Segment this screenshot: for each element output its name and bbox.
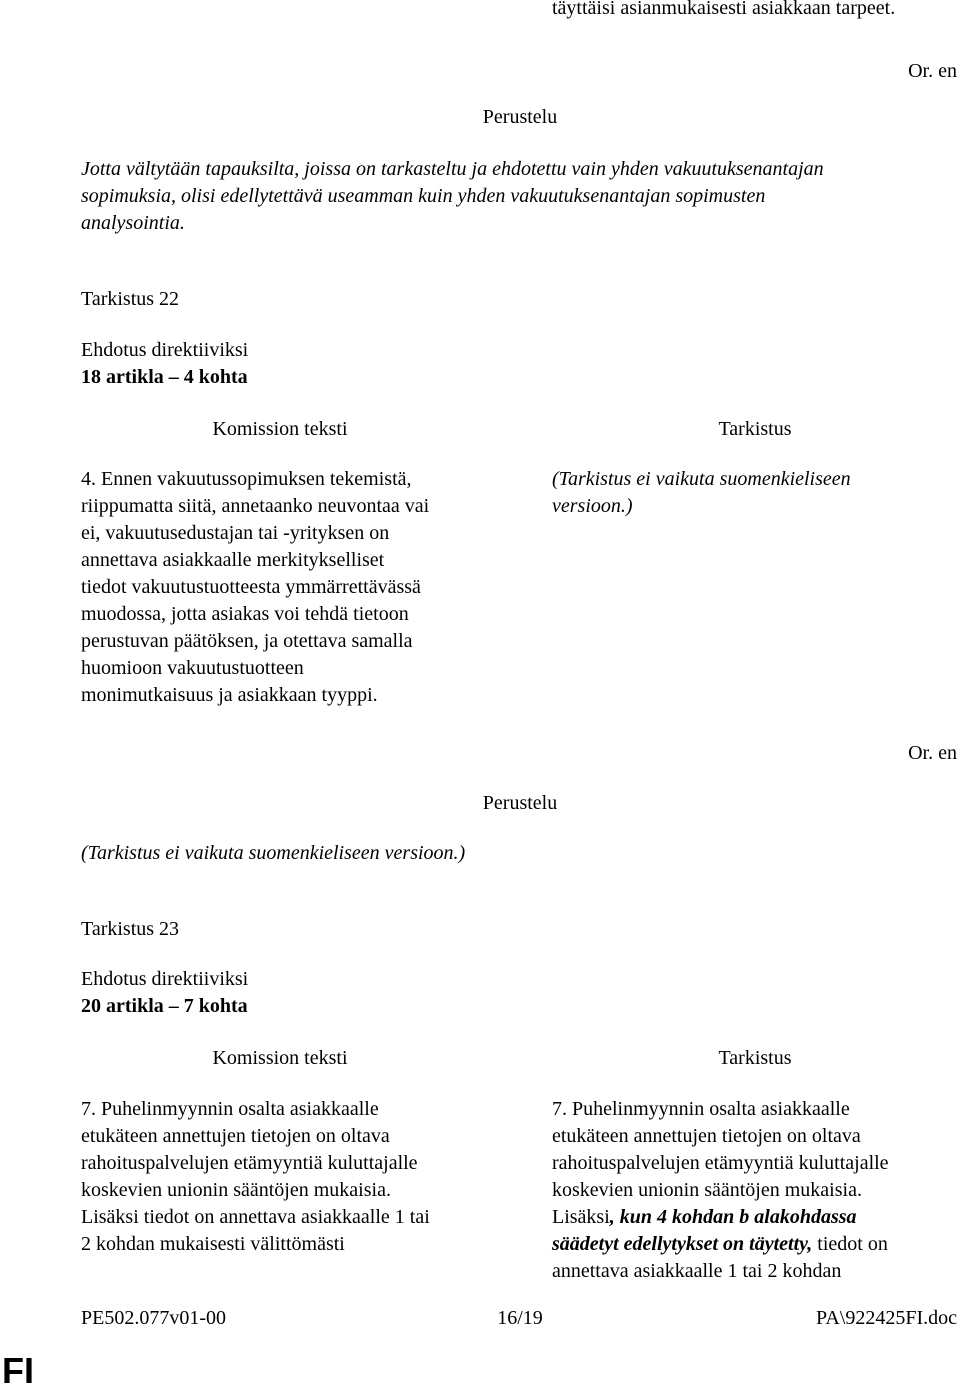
text-line: perustuvan päätöksen, ja otettava samalla <box>81 630 413 652</box>
text-line: versioon.) <box>552 495 633 517</box>
text-line: muodossa, jotta asiakas voi tehdä tietoon <box>81 603 409 625</box>
text-line: (Tarkistus ei vaikuta suomenkieliseen <box>552 468 851 490</box>
plain-fragment: tiedot on <box>812 1233 888 1255</box>
justification-line: analysointia. <box>81 212 185 234</box>
justification-heading: Perustelu <box>482 106 558 128</box>
proposal-label: Ehdotus direktiiviksi <box>81 339 249 361</box>
commission-text-header: Komission teksti <box>212 1047 348 1069</box>
text-line: 7. Puhelinmyynnin osalta asiakkaalle <box>81 1098 379 1120</box>
amendment-header: Tarkistus <box>718 1047 792 1069</box>
continuation-text: täyttäisi asianmukaisesti asiakkaan tarpeet. <box>552 0 896 19</box>
justification-paragraph <box>81 156 824 237</box>
text-line <box>552 1204 889 1231</box>
text-line: riippumatta siitä, annetaanko neuvontaa vai <box>81 495 430 517</box>
text-line: tiedot vakuutustuotteesta ymmärrettävässä <box>81 576 421 598</box>
text-line: etukäteen annettujen tietojen on oltava <box>552 1125 861 1147</box>
justification-line: sopimuksia, olisi edellytettävä useamman kuin yhden vakuutuksenantajan sopimusten <box>81 185 766 207</box>
text-line: ei, vakuutusedustajan tai -yrityksen on <box>81 522 390 544</box>
text-line: rahoituspalvelujen etämyyntiä kuluttajalle <box>81 1152 418 1174</box>
justification-line: Jotta vältytään tapauksilta, joissa on tarkasteltu ja ehdotettu vain yhden vakuutuksenantajan <box>81 158 824 180</box>
plain-fragment: Lisäksi <box>552 1206 610 1228</box>
footer-file-name: PA\922425FI.doc <box>816 1307 957 1329</box>
text-line <box>552 1231 889 1258</box>
amendment-title: Tarkistus 22 <box>81 288 180 310</box>
commission-text-header: Komission teksti <box>212 418 348 440</box>
commission-text <box>81 1096 430 1258</box>
amended-fragment: säädetyt edellytykset on täytetty, <box>552 1233 813 1255</box>
amended-fragment: , kun 4 kohdan b alakohdassa <box>609 1206 857 1228</box>
text-line: annettava asiakkaalle 1 tai 2 kohdan <box>552 1260 842 1282</box>
text-line: huomioon vakuutustuotteen <box>81 657 304 679</box>
text-line: rahoituspalvelujen etämyyntiä kuluttajalle <box>552 1152 889 1174</box>
text-line: koskevien unionin sääntöjen mukaisia. <box>81 1179 391 1201</box>
text-line: 4. Ennen vakuutussopimuksen tekemistä, <box>81 468 412 490</box>
text-line: Lisäksi tiedot on annettava asiakkaalle 1 tai <box>81 1206 430 1228</box>
amendment-header: Tarkistus <box>718 418 792 440</box>
language-code: FI <box>2 1350 34 1391</box>
text-line: koskevien unionin sääntöjen mukaisia. <box>552 1179 862 1201</box>
text-line: 7. Puhelinmyynnin osalta asiakkaalle <box>552 1098 850 1120</box>
article-reference: 20 artikla – 7 kohta <box>81 995 248 1017</box>
justification-paragraph: (Tarkistus ei vaikuta suomenkieliseen versioon.) <box>81 842 466 864</box>
text-line: 2 kohdan mukaisesti välittömästi <box>81 1233 345 1255</box>
amendment-text <box>552 1096 889 1285</box>
text-line: etukäteen annettujen tietojen on oltava <box>81 1125 390 1147</box>
article-reference: 18 artikla – 4 kohta <box>81 366 248 388</box>
original-language: Or. en <box>908 742 957 764</box>
footer-page-number: 16/19 <box>497 1307 543 1329</box>
original-language: Or. en <box>908 60 957 82</box>
justification-heading: Perustelu <box>482 792 558 814</box>
text-line: annettava asiakkaalle merkitykselliset <box>81 549 385 571</box>
commission-text <box>81 466 429 709</box>
amendment-title: Tarkistus 23 <box>81 918 180 940</box>
proposal-label: Ehdotus direktiiviksi <box>81 968 249 990</box>
footer-doc-ref: PE502.077v01-00 <box>81 1307 226 1329</box>
text-line: monimutkaisuus ja asiakkaan tyyppi. <box>81 684 378 706</box>
amendment-text <box>552 466 851 520</box>
